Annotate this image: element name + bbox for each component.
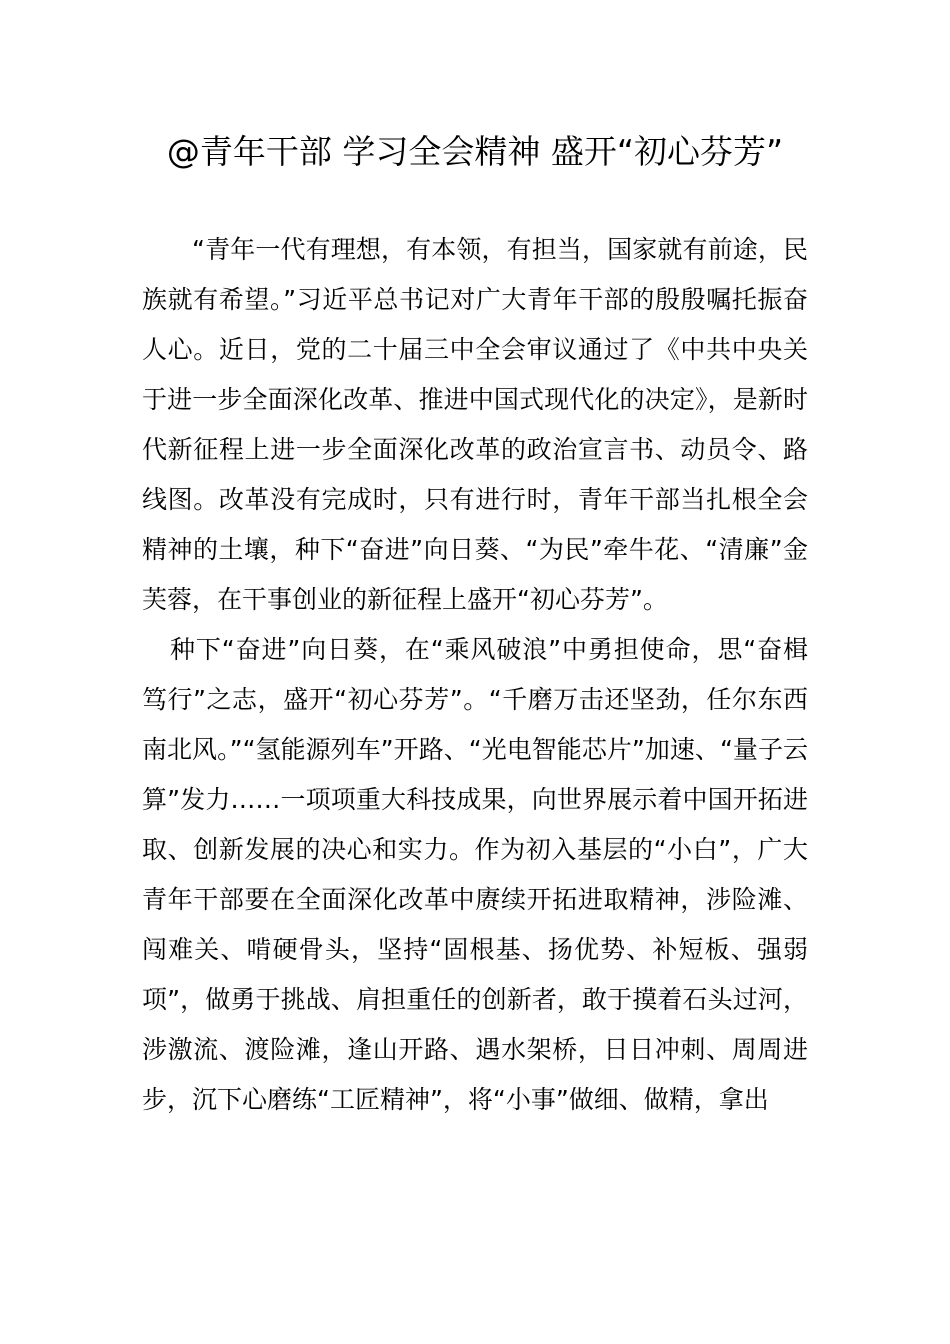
document-title: @青年干部 学习全会精神 盛开“初心芬芳”: [166, 132, 784, 171]
document-body: [142, 225, 808, 1125]
paragraph-2: 种下“奋进”向日葵，在“乘风破浪”中勇担使命，思“奋楫笃行”之志，盛开“初心芬芳”。“千磨万击还坚劲，任尔东西南北风。”“氢能源列车”开路、“光电智能芯片”加速、“量子云算”发力……一项项重大科技成果，向世界展示着中国开拓进取、创新发展的决心和实力。作为初入基层的“小白”，广大青年干部要在全面深化改革中赓续开拓进取精神，涉险滩、闯难关、啃硬骨头，坚持“固根基、扬优势、补短板、强弱项”，做勇于挑战、肩担重任的创新者，敢于摸着石头过河，涉激流、渡险滩，逢山开路、遇水架桥，日日冲刺、周周进步，沉下心磨练“工匠精神”，将“小事”做细、做精，拿出: [142, 635, 808, 1114]
paragraph-1: “青年一代有理想，有本领，有担当，国家就有前途，民族就有希望。”习近平总书记对广大青年干部的殷殷嘱托振奋人心。近日，党的二十届三中全会审议通过了《中共中央关于进一步全面深化改革、推进中国式现代化的决定》，是新时代新征程上进一步全面深化改革的政治宣言书、动员令、路线图。改革没有完成时，只有进行时，青年干部当扎根全会精神的土壤，种下“奋进”向日葵、“为民”牵牛花、“清廉”金芙蓉，在干事创业的新征程上盛开“初心芬芳”。: [142, 235, 808, 614]
